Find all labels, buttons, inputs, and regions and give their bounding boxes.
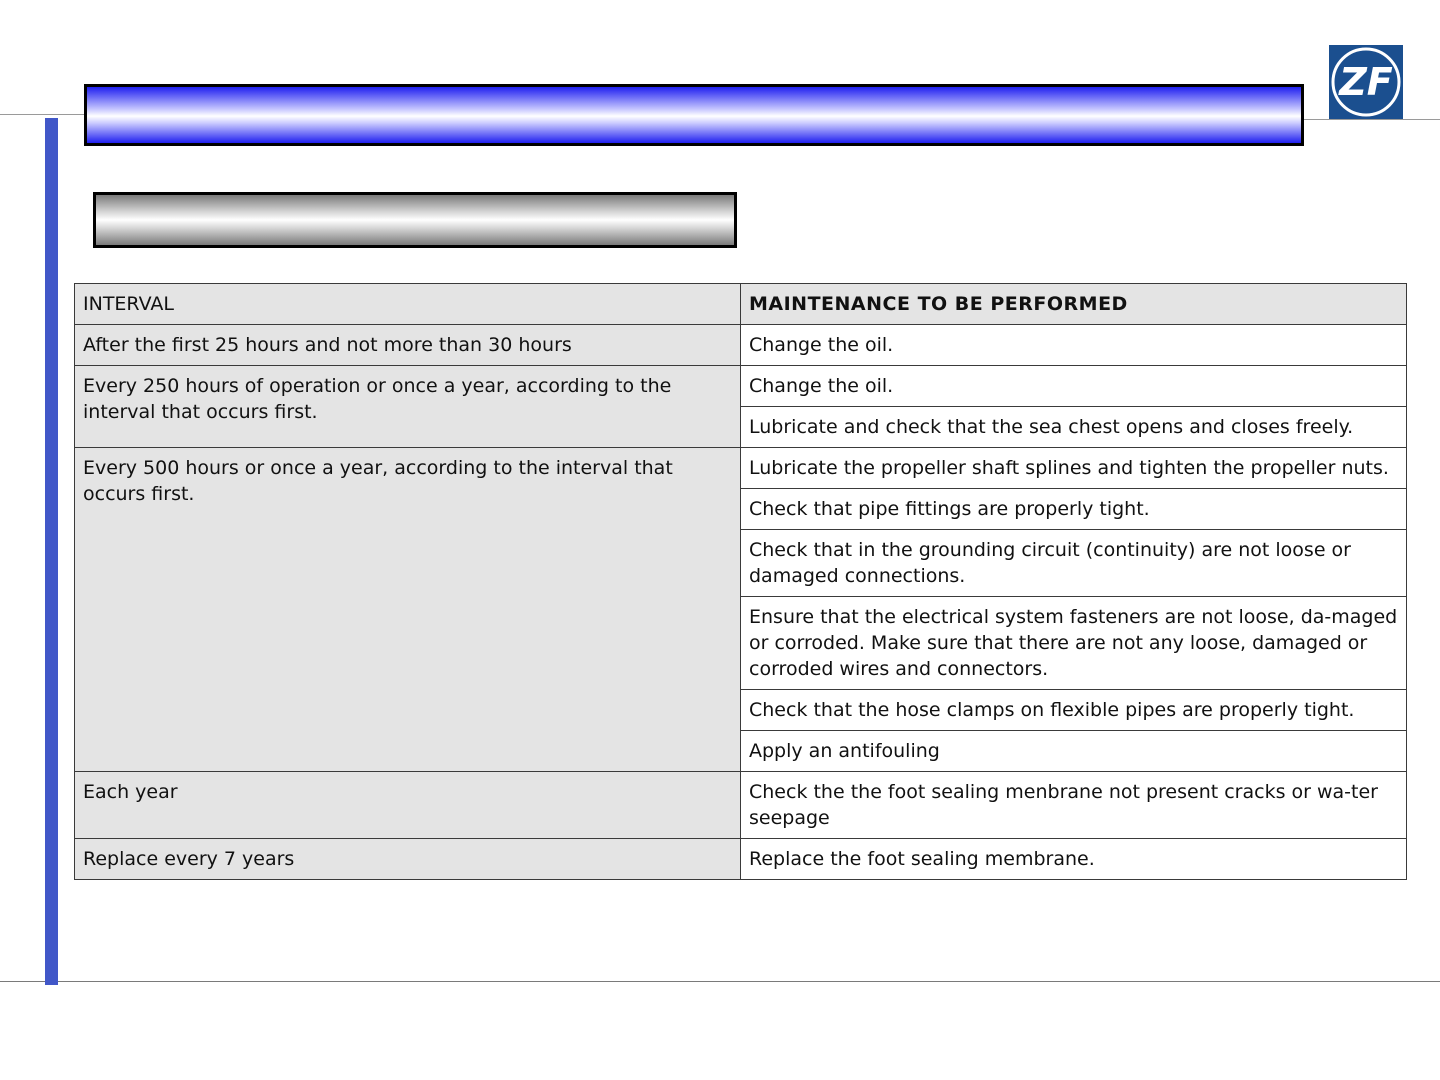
table-row bbox=[75, 839, 1407, 880]
task-cell: Check that the hose clamps on flexible pipes are properly tight. bbox=[741, 690, 1407, 731]
zf-logo bbox=[1329, 45, 1403, 119]
header-interval: INTERVAL bbox=[75, 284, 741, 325]
task-cell: Replace the foot sealing membrane. bbox=[741, 839, 1407, 880]
header-maintenance: MAINTENANCE TO BE PERFORMED bbox=[741, 284, 1407, 325]
task-cell: Ensure that the electrical system fasteners are not loose, da-maged or corroded. Make sure that there are not any loose, damaged or corroded wires and connectors. bbox=[741, 597, 1407, 690]
table-row bbox=[75, 448, 1407, 489]
interval-cell: After the first 25 hours and not more than 30 hours bbox=[75, 325, 741, 366]
interval-cell: Replace every 7 years bbox=[75, 839, 741, 880]
task-cell: Lubricate and check that the sea chest opens and closes freely. bbox=[741, 407, 1407, 448]
maintenance-table bbox=[74, 283, 1407, 880]
left-accent-bar bbox=[45, 118, 58, 985]
interval-cell: Each year bbox=[75, 772, 741, 839]
task-cell: Change the oil. bbox=[741, 366, 1407, 407]
table-row bbox=[75, 366, 1407, 407]
subtitle-banner bbox=[93, 192, 737, 248]
table-header-row bbox=[75, 284, 1407, 325]
task-cell: Apply an antifouling bbox=[741, 731, 1407, 772]
task-cell: Change the oil. bbox=[741, 325, 1407, 366]
task-cell: Lubricate the propeller shaft splines and tighten the propeller nuts. bbox=[741, 448, 1407, 489]
logo-text: ZF bbox=[1339, 60, 1393, 104]
header-rule-left bbox=[0, 114, 90, 115]
table-row bbox=[75, 772, 1407, 839]
table-row bbox=[75, 325, 1407, 366]
task-cell: Check the the foot sealing menbrane not present cracks or wa-ter seepage bbox=[741, 772, 1407, 839]
task-cell: Check that pipe fittings are properly tight. bbox=[741, 489, 1407, 530]
task-cell: Check that in the grounding circuit (continuity) are not loose or damaged connections. bbox=[741, 530, 1407, 597]
interval-cell: Every 500 hours or once a year, according to the interval that occurs first. bbox=[75, 448, 741, 772]
footer-rule bbox=[0, 981, 1440, 982]
title-banner bbox=[84, 84, 1304, 146]
interval-cell: Every 250 hours of operation or once a year, according to the interval that occurs first. bbox=[75, 366, 741, 448]
header-rule-right bbox=[1300, 119, 1440, 120]
